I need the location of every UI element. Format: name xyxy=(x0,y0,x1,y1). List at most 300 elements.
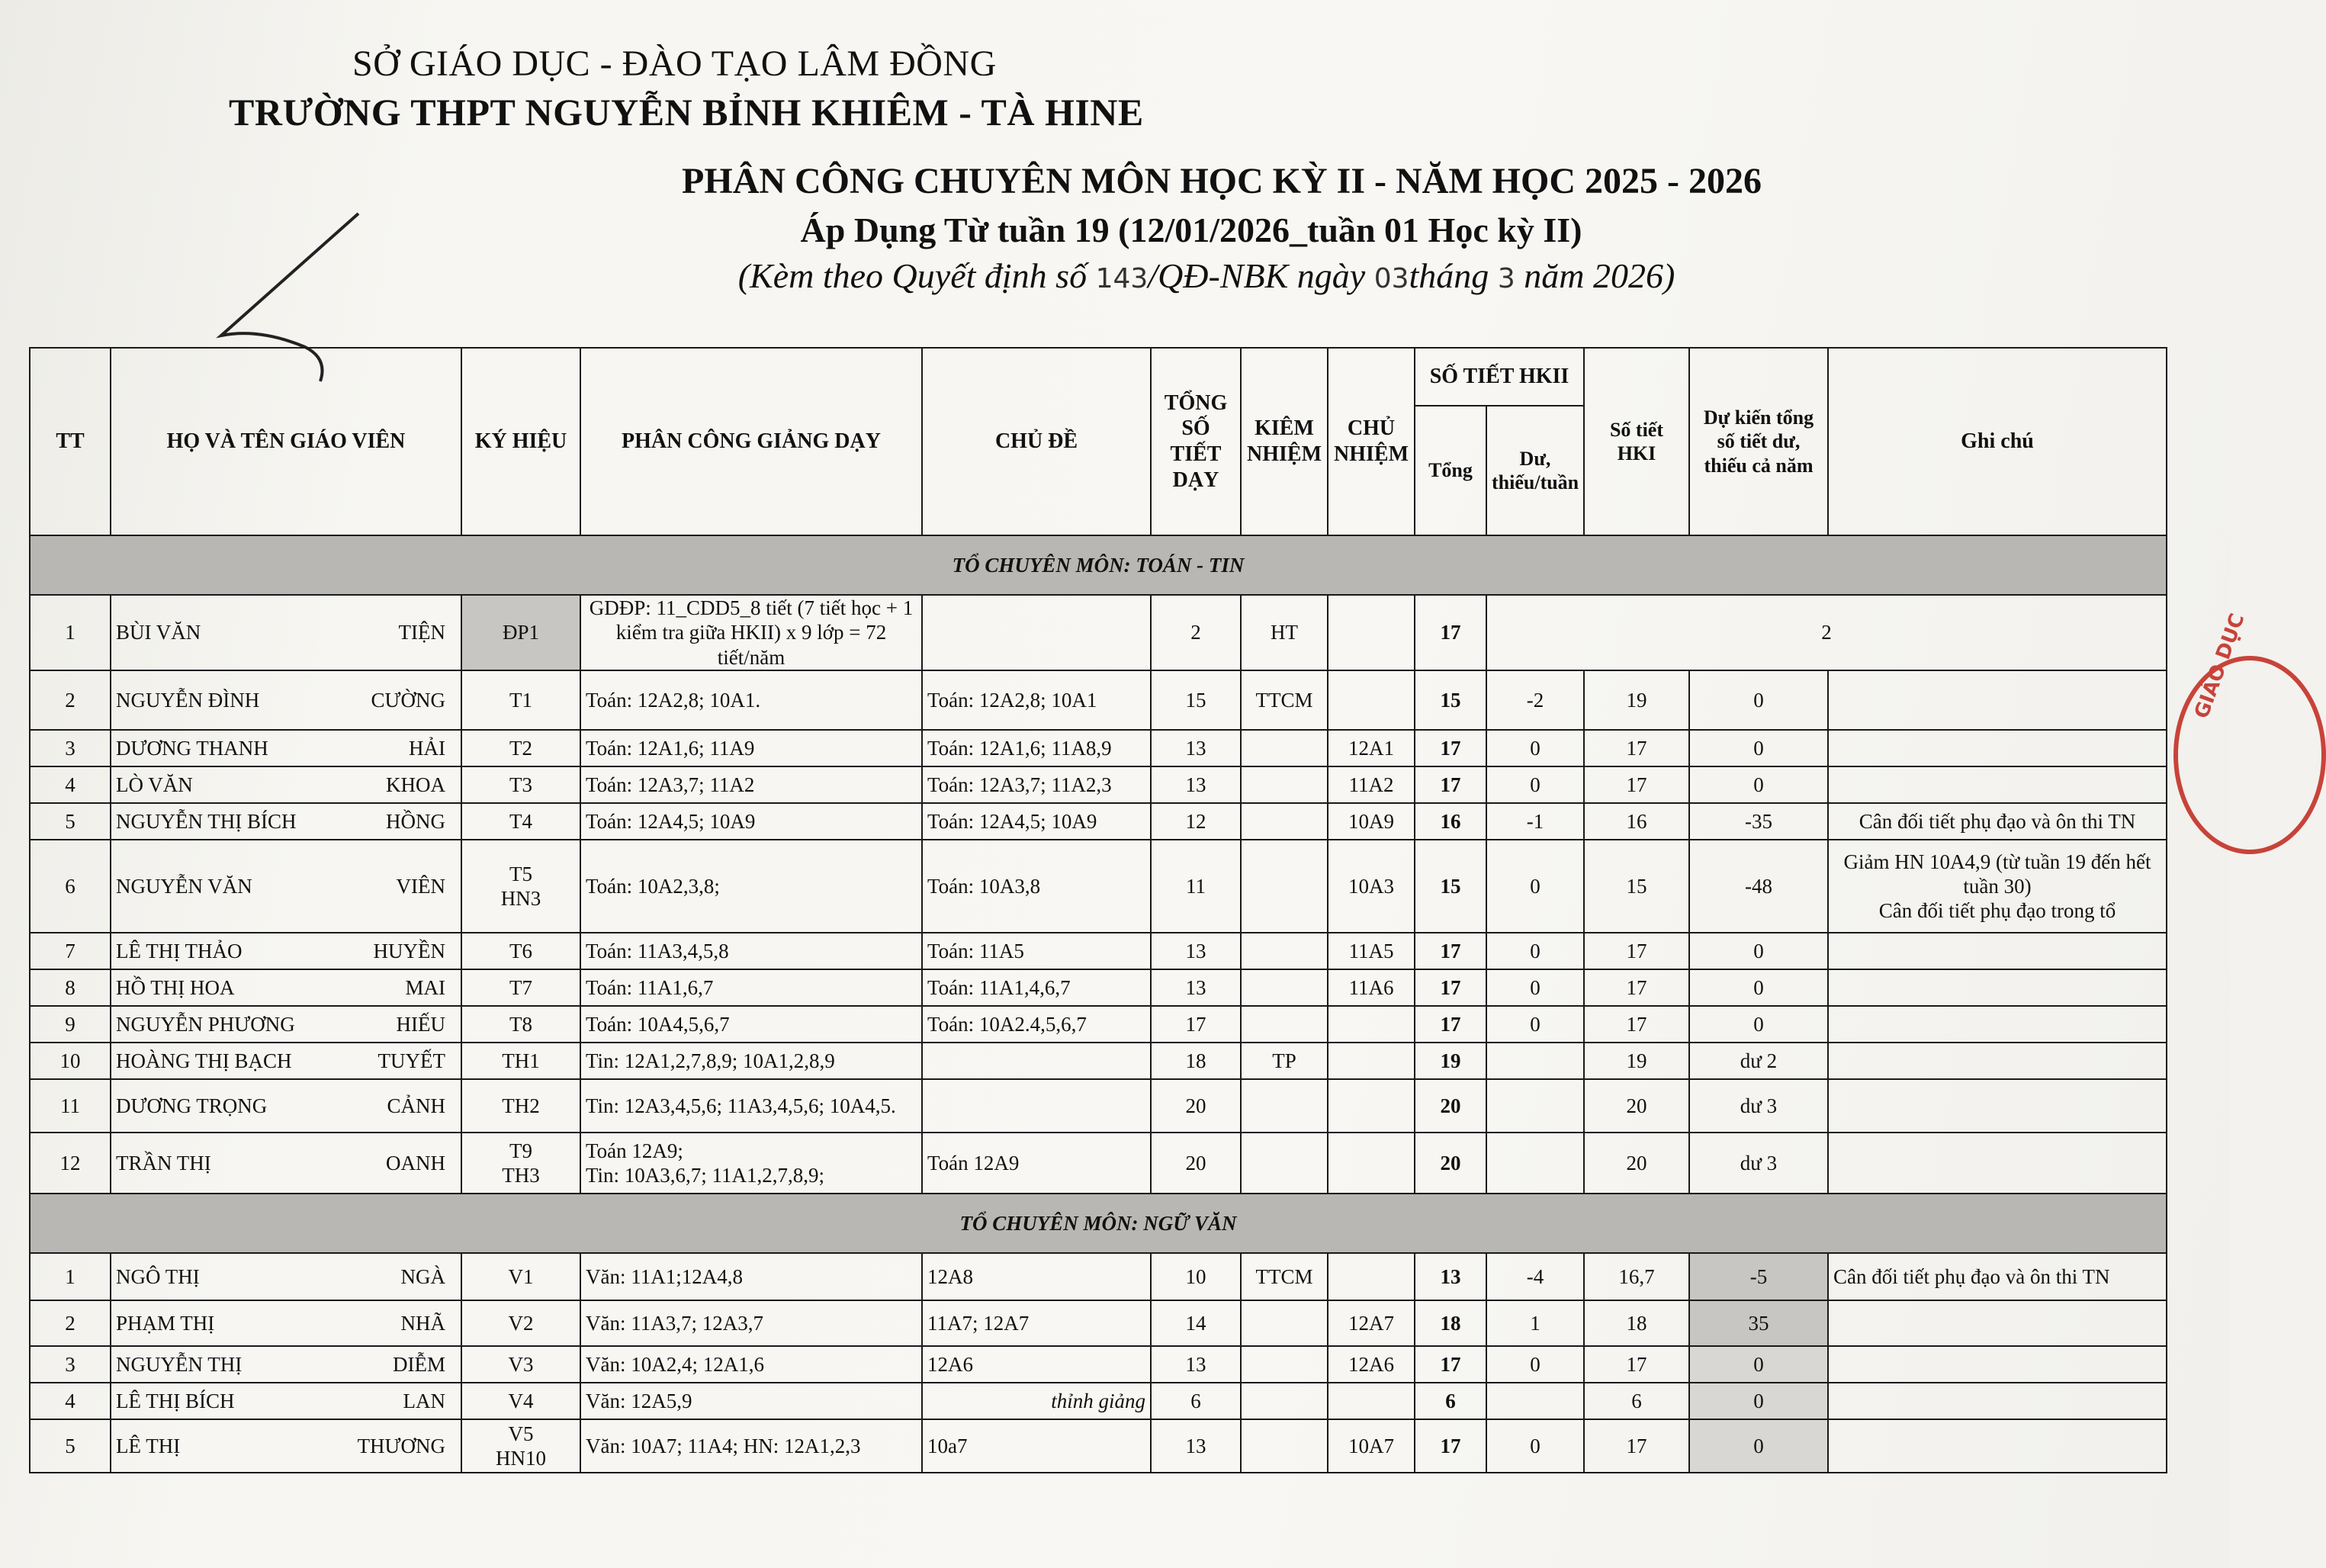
teacher-first-name: TIỆN xyxy=(398,621,445,644)
cell-hk2-diff: 0 xyxy=(1486,730,1584,766)
cell-topic xyxy=(922,730,1151,766)
cell-chu xyxy=(1328,670,1415,730)
cell-year: 0 xyxy=(1689,1419,1828,1473)
cell-assign xyxy=(580,1253,922,1300)
name-wrap xyxy=(116,1049,456,1073)
cell-year: 0 xyxy=(1689,933,1828,969)
cell-hk2-diff xyxy=(1486,1043,1584,1079)
teacher-code: V4 xyxy=(508,1389,534,1412)
decision-number: 143 xyxy=(1095,263,1149,294)
cell-topic xyxy=(922,803,1151,840)
teacher-last-name: NGUYỄN THỊ xyxy=(116,1352,243,1376)
document-title: PHÂN CÔNG CHUYÊN MÔN HỌC KỲ II - NĂM HỌC 2025 - 2026 xyxy=(682,161,1762,201)
table-row xyxy=(30,1253,2167,1300)
cell-code xyxy=(461,766,580,803)
name-wrap xyxy=(116,688,456,712)
cell-total: 14 xyxy=(1151,1300,1241,1346)
teacher-code-2: TH3 xyxy=(502,1164,540,1187)
cell-tt: 7 xyxy=(30,933,111,969)
assign-text: Toán 12A9; xyxy=(586,1139,683,1162)
col-assign: PHÂN CÔNG GIẢNG DẠY xyxy=(580,348,922,535)
cell-chu xyxy=(1328,1079,1415,1133)
cell-tt: 8 xyxy=(30,969,111,1006)
cell-total: 18 xyxy=(1151,1043,1241,1079)
cell-total: 10 xyxy=(1151,1253,1241,1300)
name-wrap xyxy=(116,1094,456,1118)
assign-text: Toán: 10A2,3,8; xyxy=(586,874,720,898)
cell-hk1: 19 xyxy=(1584,1043,1689,1079)
cell-hk2-total: 17 xyxy=(1415,730,1486,766)
cell-name xyxy=(111,595,461,670)
cell-hk1: 6 xyxy=(1584,1383,1689,1419)
cell-kiem: TTCM xyxy=(1241,670,1328,730)
cell-total: 6 xyxy=(1151,1383,1241,1419)
cell-kiem xyxy=(1241,840,1328,933)
teacher-last-name: LÒ VĂN xyxy=(116,773,193,796)
cell-assign xyxy=(580,1043,922,1079)
cell-kiem xyxy=(1241,730,1328,766)
cell-note xyxy=(1828,969,2167,1006)
cell-total: 15 xyxy=(1151,670,1241,730)
cell-total: 13 xyxy=(1151,766,1241,803)
cell-name xyxy=(111,969,461,1006)
teacher-first-name: KHOA xyxy=(386,773,445,796)
col-total: TỔNG SỐ TIẾT DẠY xyxy=(1151,348,1241,535)
topic-text: Toán: 12A1,6; 11A8,9 xyxy=(927,736,1112,760)
cell-chu xyxy=(1328,1043,1415,1079)
table-row xyxy=(30,1043,2167,1079)
cell-chu: 10A3 xyxy=(1328,840,1415,933)
cell-name xyxy=(111,1253,461,1300)
topic-text: Toán 12A9 xyxy=(927,1151,1020,1174)
assign-text: Tin: 12A3,4,5,6; 11A3,4,5,6; 10A4,5. xyxy=(586,1094,896,1117)
cell-tt: 2 xyxy=(30,1300,111,1346)
cell-name xyxy=(111,933,461,969)
cell-hk1: 20 xyxy=(1584,1133,1689,1194)
cell-hk2-diff: 1 xyxy=(1486,1300,1584,1346)
cell-hk1: 17 xyxy=(1584,933,1689,969)
name-wrap xyxy=(116,736,456,760)
cell-hk1: 19 xyxy=(1584,670,1689,730)
teacher-code: T4 xyxy=(509,809,532,833)
cell-tt: 4 xyxy=(30,766,111,803)
col-tt: TT xyxy=(30,348,111,535)
cell-hk2-diff xyxy=(1486,1383,1584,1419)
teacher-first-name: NGÀ xyxy=(400,1264,445,1288)
table-row xyxy=(30,1419,2167,1473)
teacher-last-name: NGUYỄN ĐÌNH xyxy=(116,688,260,712)
cell-name xyxy=(111,1133,461,1194)
cell-chu xyxy=(1328,1253,1415,1300)
name-wrap xyxy=(116,1434,456,1458)
teacher-first-name: HUYỀN xyxy=(373,939,445,962)
table-row xyxy=(30,933,2167,969)
cell-assign xyxy=(580,1300,922,1346)
teacher-last-name: NGUYỄN THỊ BÍCH xyxy=(116,809,297,833)
cell-tt: 9 xyxy=(30,1006,111,1043)
cell-name xyxy=(111,1300,461,1346)
teacher-code: T5 xyxy=(509,862,532,885)
cell-hk2-diff: 0 xyxy=(1486,766,1584,803)
cell-code xyxy=(461,1253,580,1300)
assign-text: Tin: 12A1,2,7,8,9; 10A1,2,8,9 xyxy=(586,1049,835,1072)
cell-name xyxy=(111,1346,461,1383)
cell-topic xyxy=(922,840,1151,933)
cell-note xyxy=(1828,1383,2167,1419)
assign-text: Văn: 12A5,9 xyxy=(586,1389,692,1412)
teacher-last-name: LÊ THỊ BÍCH xyxy=(116,1389,235,1412)
name-wrap xyxy=(116,1151,456,1175)
teacher-code: V1 xyxy=(508,1264,534,1288)
teacher-last-name: PHẠM THỊ xyxy=(116,1311,215,1335)
teacher-code: T7 xyxy=(509,975,532,999)
cell-name xyxy=(111,1383,461,1419)
teacher-code: T1 xyxy=(509,688,532,712)
name-wrap xyxy=(116,1311,456,1335)
assign-text: Toán: 12A2,8; 10A1. xyxy=(586,688,761,712)
assign-text: Văn: 11A1;12A4,8 xyxy=(586,1264,743,1288)
teacher-code: T3 xyxy=(509,773,532,796)
topic-text: Toán: 12A4,5; 10A9 xyxy=(927,809,1097,833)
cell-tt: 1 xyxy=(30,1253,111,1300)
cell-total: 13 xyxy=(1151,933,1241,969)
cell-chu xyxy=(1328,1383,1415,1419)
teacher-first-name: DIỄM xyxy=(393,1352,445,1376)
cell-total: 20 xyxy=(1151,1133,1241,1194)
cell-kiem xyxy=(1241,1079,1328,1133)
cell-hk1: 16,7 xyxy=(1584,1253,1689,1300)
col-code: KÝ HIỆU xyxy=(461,348,580,535)
teacher-first-name: HIẾU xyxy=(396,1012,445,1036)
col-hk2-total: Tổng xyxy=(1415,406,1486,535)
cell-topic xyxy=(922,766,1151,803)
cell-assign xyxy=(580,595,922,670)
teacher-last-name: NGUYỄN PHƯƠNG xyxy=(116,1012,295,1036)
teacher-first-name: CẢNH xyxy=(387,1094,445,1117)
name-wrap xyxy=(116,939,456,963)
cell-name xyxy=(111,766,461,803)
note-text: Cân đối tiết phụ đạo và ôn thi TN xyxy=(1859,809,2136,833)
assignment-table xyxy=(29,347,2167,1473)
cell-code xyxy=(461,933,580,969)
cell-name xyxy=(111,840,461,933)
table-row xyxy=(30,1079,2167,1133)
cell-code xyxy=(461,730,580,766)
cell-year: 35 xyxy=(1689,1300,1828,1346)
cell-note xyxy=(1828,730,2167,766)
cell-assign xyxy=(580,803,922,840)
assign-text: Toán: 11A1,6,7 xyxy=(586,975,714,999)
teacher-last-name: NGÔ THỊ xyxy=(116,1264,200,1288)
table-row xyxy=(30,1006,2167,1043)
teacher-last-name: LÊ THỊ xyxy=(116,1434,181,1457)
note-text: Giảm HN 10A4,9 (từ tuần 19 đến hết tuần 30) xyxy=(1843,850,2151,898)
decision-post: năm 2026) xyxy=(1515,256,1675,295)
cell-hk2-diff: 0 xyxy=(1486,933,1584,969)
cell-name xyxy=(111,1079,461,1133)
stamp-text: GIÁO DỤC xyxy=(2190,610,2250,722)
cell-name xyxy=(111,1419,461,1473)
teacher-code: TH1 xyxy=(502,1049,540,1072)
cell-topic xyxy=(922,670,1151,730)
topic-text: 11A7; 12A7 xyxy=(927,1311,1030,1335)
cell-topic xyxy=(922,969,1151,1006)
cell-topic xyxy=(922,1043,1151,1079)
cell-year: 0 xyxy=(1689,730,1828,766)
cell-kiem xyxy=(1241,1419,1328,1473)
cell-hk2-total: 15 xyxy=(1415,670,1486,730)
cell-assign xyxy=(580,1346,922,1383)
topic-text: 12A8 xyxy=(927,1264,973,1288)
section-row xyxy=(30,1194,2167,1253)
cell-tt: 5 xyxy=(30,1419,111,1473)
cell-kiem xyxy=(1241,969,1328,1006)
cell-total: 11 xyxy=(1151,840,1241,933)
cell-hk2-total: 17 xyxy=(1415,933,1486,969)
table-row xyxy=(30,840,2167,933)
cell-assign xyxy=(580,933,922,969)
cell-topic xyxy=(922,1383,1151,1419)
table-row xyxy=(30,595,2167,670)
cell-chu: 10A7 xyxy=(1328,1419,1415,1473)
teacher-first-name: VIÊN xyxy=(396,874,445,898)
note-text: Cân đối tiết phụ đạo và ôn thi TN xyxy=(1833,1264,2110,1288)
cell-chu xyxy=(1328,595,1415,670)
teacher-last-name: LÊ THỊ THẢO xyxy=(116,939,243,962)
cell-hk1: 15 xyxy=(1584,840,1689,933)
cell-chu: 11A2 xyxy=(1328,766,1415,803)
cell-year: 0 xyxy=(1689,1346,1828,1383)
cell-hk2-diff: 0 xyxy=(1486,1419,1584,1473)
cell-hk1: 17 xyxy=(1584,1346,1689,1383)
cell-hk2-total: 17 xyxy=(1415,1419,1486,1473)
name-wrap xyxy=(116,1389,456,1413)
teacher-last-name: HỒ THỊ HOA xyxy=(116,975,235,999)
col-hk1: Số tiết HKI xyxy=(1584,348,1689,535)
cell-kiem xyxy=(1241,1006,1328,1043)
cell-note xyxy=(1828,1043,2167,1079)
cell-assign xyxy=(580,969,922,1006)
name-wrap xyxy=(116,874,456,898)
cell-note xyxy=(1828,766,2167,803)
teacher-code: ĐP1 xyxy=(502,621,539,644)
section-title: TỔ CHUYÊN MÔN: TOÁN - TIN xyxy=(30,535,2167,595)
cell-assign xyxy=(580,730,922,766)
table-body xyxy=(30,535,2167,1473)
teacher-code: V2 xyxy=(508,1311,534,1335)
table-row xyxy=(30,803,2167,840)
teacher-last-name: DƯƠNG THANH xyxy=(116,736,268,760)
cell-name xyxy=(111,670,461,730)
table-row xyxy=(30,766,2167,803)
cell-year: 0 xyxy=(1689,766,1828,803)
cell-code xyxy=(461,1079,580,1133)
cell-hk1: 18 xyxy=(1584,1300,1689,1346)
teacher-first-name: NHÃ xyxy=(400,1311,445,1335)
teacher-first-name: MAI xyxy=(405,975,445,999)
teacher-code: T6 xyxy=(509,939,532,962)
cell-topic xyxy=(922,595,1151,670)
table-row xyxy=(30,1346,2167,1383)
apply-line: Áp Dụng Từ tuần 19 (12/01/2026_tuần 01 Học kỳ II) xyxy=(800,210,1582,249)
col-topic: CHỦ ĐỀ xyxy=(922,348,1151,535)
cell-note xyxy=(1828,933,2167,969)
cell-tt: 3 xyxy=(30,1346,111,1383)
teacher-code: TH2 xyxy=(502,1094,540,1117)
assign-text: Văn: 10A2,4; 12A1,6 xyxy=(586,1352,764,1376)
cell-topic xyxy=(922,1346,1151,1383)
cell-year: dư 3 xyxy=(1689,1133,1828,1194)
note-text-2: Cân đối tiết phụ đạo trong tổ xyxy=(1878,899,2116,923)
cell-total: 17 xyxy=(1151,1006,1241,1043)
cell-assign xyxy=(580,1006,922,1043)
topic-text: Toán: 12A2,8; 10A1 xyxy=(927,688,1097,712)
cell-hk2-diff xyxy=(1486,1079,1584,1133)
school-name: TRƯỜNG THPT NGUYỄN BỈNH KHIÊM - TÀ HINE xyxy=(229,91,1144,133)
cell-chu: 12A1 xyxy=(1328,730,1415,766)
cell-code xyxy=(461,1419,580,1473)
cell-total: 13 xyxy=(1151,1419,1241,1473)
cell-chu xyxy=(1328,1133,1415,1194)
col-hk2-diff: Dư, thiếu/tuần xyxy=(1486,406,1584,535)
cell-note xyxy=(1828,1346,2167,1383)
cell-year: -5 xyxy=(1689,1253,1828,1300)
cell-kiem: HT xyxy=(1241,595,1328,670)
col-hk2-group: SỐ TIẾT HKII xyxy=(1415,348,1584,406)
table-row xyxy=(30,1383,2167,1419)
cell-note xyxy=(1828,1419,2167,1473)
assign-text: Văn: 11A3,7; 12A3,7 xyxy=(586,1311,763,1335)
cell-assign xyxy=(580,1079,922,1133)
cell-kiem: TP xyxy=(1241,1043,1328,1079)
cell-hk1: 17 xyxy=(1584,969,1689,1006)
cell-code xyxy=(461,1346,580,1383)
cell-total: 13 xyxy=(1151,1346,1241,1383)
teacher-code: T9 xyxy=(509,1139,532,1162)
cell-code xyxy=(461,803,580,840)
name-wrap xyxy=(116,809,456,834)
cell-name xyxy=(111,803,461,840)
teacher-first-name: THƯƠNG xyxy=(357,1434,445,1457)
col-year: Dự kiến tổng số tiết dư, thiếu cả năm xyxy=(1689,348,1828,535)
assign-text: Toán: 10A4,5,6,7 xyxy=(586,1012,730,1036)
teacher-code: T2 xyxy=(509,736,532,760)
cell-hk2-total: 6 xyxy=(1415,1383,1486,1419)
cell-code xyxy=(461,1043,580,1079)
teacher-code: T8 xyxy=(509,1012,532,1036)
table-row xyxy=(30,730,2167,766)
teacher-last-name: TRẦN THỊ xyxy=(116,1151,211,1174)
cell-tt: 6 xyxy=(30,840,111,933)
cell-year: 0 xyxy=(1689,670,1828,730)
cell-hk2-diff: 0 xyxy=(1486,840,1584,933)
cell-hk2-diff: -4 xyxy=(1486,1253,1584,1300)
topic-text: 12A6 xyxy=(927,1352,973,1376)
cell-tt: 1 xyxy=(30,595,111,670)
cell-assign xyxy=(580,670,922,730)
cell-chu: 11A6 xyxy=(1328,969,1415,1006)
topic-text: Toán: 10A3,8 xyxy=(927,874,1041,898)
cell-chu: 12A6 xyxy=(1328,1346,1415,1383)
cell-hk2-total: 15 xyxy=(1415,840,1486,933)
cell-hk1: 17 xyxy=(1584,730,1689,766)
name-wrap xyxy=(116,1352,456,1377)
cell-hk2-diff xyxy=(1486,1133,1584,1194)
teacher-code-2: HN10 xyxy=(496,1447,546,1470)
topic-text: 10a7 xyxy=(927,1434,968,1457)
cell-note xyxy=(1828,1253,2167,1300)
col-kiem: KIÊM NHIỆM xyxy=(1241,348,1328,535)
cell-note xyxy=(1828,1006,2167,1043)
cell-hk2-total: 17 xyxy=(1415,766,1486,803)
cell-hk2-total: 17 xyxy=(1415,1346,1486,1383)
cell-tt: 12 xyxy=(30,1133,111,1194)
teacher-code-2: HN3 xyxy=(500,887,541,911)
cell-total: 13 xyxy=(1151,730,1241,766)
decision-day: 03 xyxy=(1373,263,1409,294)
assign-text: Toán: 12A1,6; 11A9 xyxy=(586,736,755,760)
section-title: TỔ CHUYÊN MÔN: NGỮ VĂN xyxy=(30,1194,2167,1253)
cell-name xyxy=(111,730,461,766)
teacher-code: V3 xyxy=(508,1352,534,1376)
cell-assign xyxy=(580,1419,922,1473)
table-row xyxy=(30,670,2167,730)
cell-code xyxy=(461,1006,580,1043)
cell-topic xyxy=(922,1253,1151,1300)
topic-text: Toán: 11A1,4,6,7 xyxy=(927,975,1071,999)
cell-hk1: 17 xyxy=(1584,1419,1689,1473)
cell-note xyxy=(1828,670,2167,730)
cell-kiem xyxy=(1241,933,1328,969)
cell-hk2-diff: 0 xyxy=(1486,1346,1584,1383)
teacher-last-name: NGUYỄN VĂN xyxy=(116,874,252,898)
cell-topic xyxy=(922,1133,1151,1194)
cell-year: 0 xyxy=(1689,969,1828,1006)
cell-hk2-total: 13 xyxy=(1415,1253,1486,1300)
assign-text: Toán: 12A3,7; 11A2 xyxy=(586,773,755,796)
cell-hk2-diff: -1 xyxy=(1486,803,1584,840)
cell-hk2-total: 18 xyxy=(1415,1300,1486,1346)
decision-month-label: tháng xyxy=(1409,256,1498,295)
cell-tt: 3 xyxy=(30,730,111,766)
cell-code xyxy=(461,1133,580,1194)
cell-chu: 11A5 xyxy=(1328,933,1415,969)
assign-text: Toán: 12A4,5; 10A9 xyxy=(586,809,756,833)
cell-chu: 10A9 xyxy=(1328,803,1415,840)
teacher-first-name: CƯỜNG xyxy=(371,688,445,712)
decision-month: 3 xyxy=(1497,263,1515,294)
cell-total: 12 xyxy=(1151,803,1241,840)
cell-code xyxy=(461,595,580,670)
cell-hk2-total: 16 xyxy=(1415,803,1486,840)
cell-total: 13 xyxy=(1151,969,1241,1006)
teacher-last-name: HOÀNG THỊ BẠCH xyxy=(116,1049,292,1072)
header-row-1 xyxy=(30,348,2167,406)
cell-hk1: 17 xyxy=(1584,766,1689,803)
col-name: HỌ VÀ TÊN GIÁO VIÊN xyxy=(111,348,461,535)
cell-hk1: 16 xyxy=(1584,803,1689,840)
cell-year: 0 xyxy=(1689,1006,1828,1043)
name-wrap xyxy=(116,1012,456,1036)
cell-year: 0 xyxy=(1689,1383,1828,1419)
teacher-first-name: OANH xyxy=(386,1151,445,1174)
cell-tt: 5 xyxy=(30,803,111,840)
name-wrap xyxy=(116,975,456,1000)
name-wrap xyxy=(116,620,456,644)
cell-topic xyxy=(922,1419,1151,1473)
cell-hk2-total: 19 xyxy=(1415,1043,1486,1079)
department-name: SỞ GIÁO DỤC - ĐÀO TẠO LÂM ĐỒNG xyxy=(352,43,997,84)
